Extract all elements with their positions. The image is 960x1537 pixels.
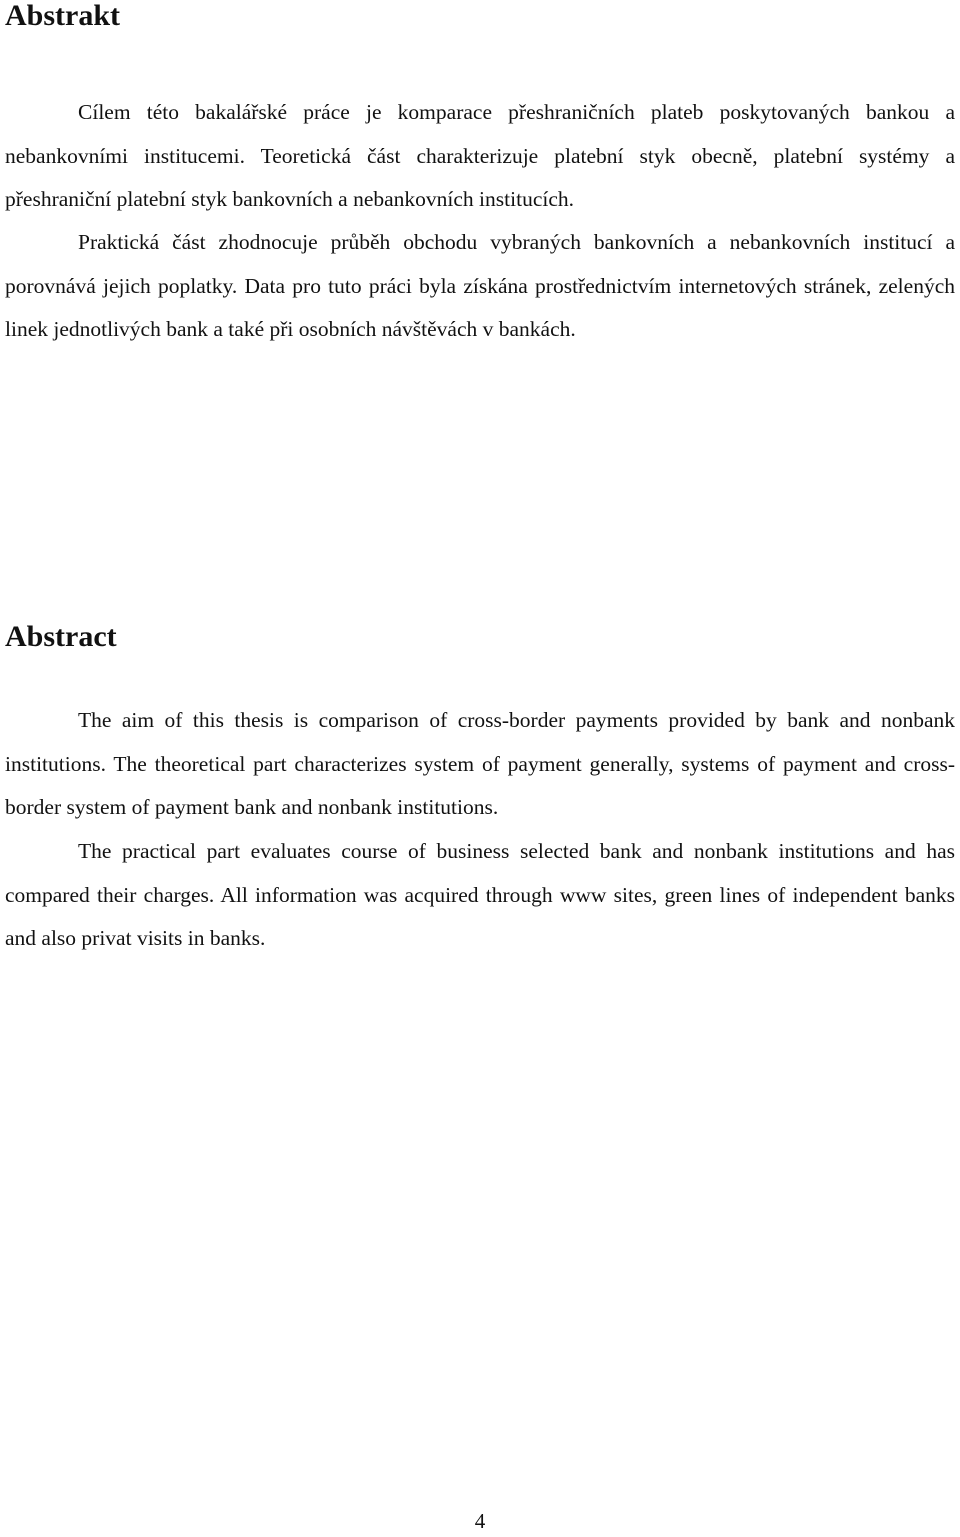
abstract-heading: Abstract xyxy=(5,620,117,653)
abstrakt-heading: Abstrakt xyxy=(5,0,121,32)
abstrakt-paragraph-2: Praktická část zhodnocuje průběh obchodu vybraných bankovních a nebankovních institucí a porovnává jejich poplatky. Data pro tuto práci byla získána prostřednictvím internetových stránek, zelených linek jednotlivých bank a také při osobních návštěvách v bankách. xyxy=(5,230,955,341)
abstract-paragraph-1: The aim of this thesis is comparison of cross-border payments provided by bank and nonbank institutions. The theoretical part characterizes system of payment generally, systems of payment and cross-border system of payment bank and nonbank institutions. xyxy=(5,708,955,819)
page-number: 4 xyxy=(474,1509,486,1533)
abstract-paragraph-2: The practical part evaluates course of business selected bank and nonbank institutions and has compared their charges. All information was acquired through www sites, green lines of independent banks and also privat visits in banks. xyxy=(5,839,955,950)
abstrakt-paragraph-1: Cílem této bakalářské práce je komparace přeshraničních plateb poskytovaných bankou a nebankovními institucemi. Teoretická část charakterizuje platební styk obecně, platební systémy a přeshraniční platební styk bankovních a nebankovních institucích. xyxy=(5,100,955,211)
